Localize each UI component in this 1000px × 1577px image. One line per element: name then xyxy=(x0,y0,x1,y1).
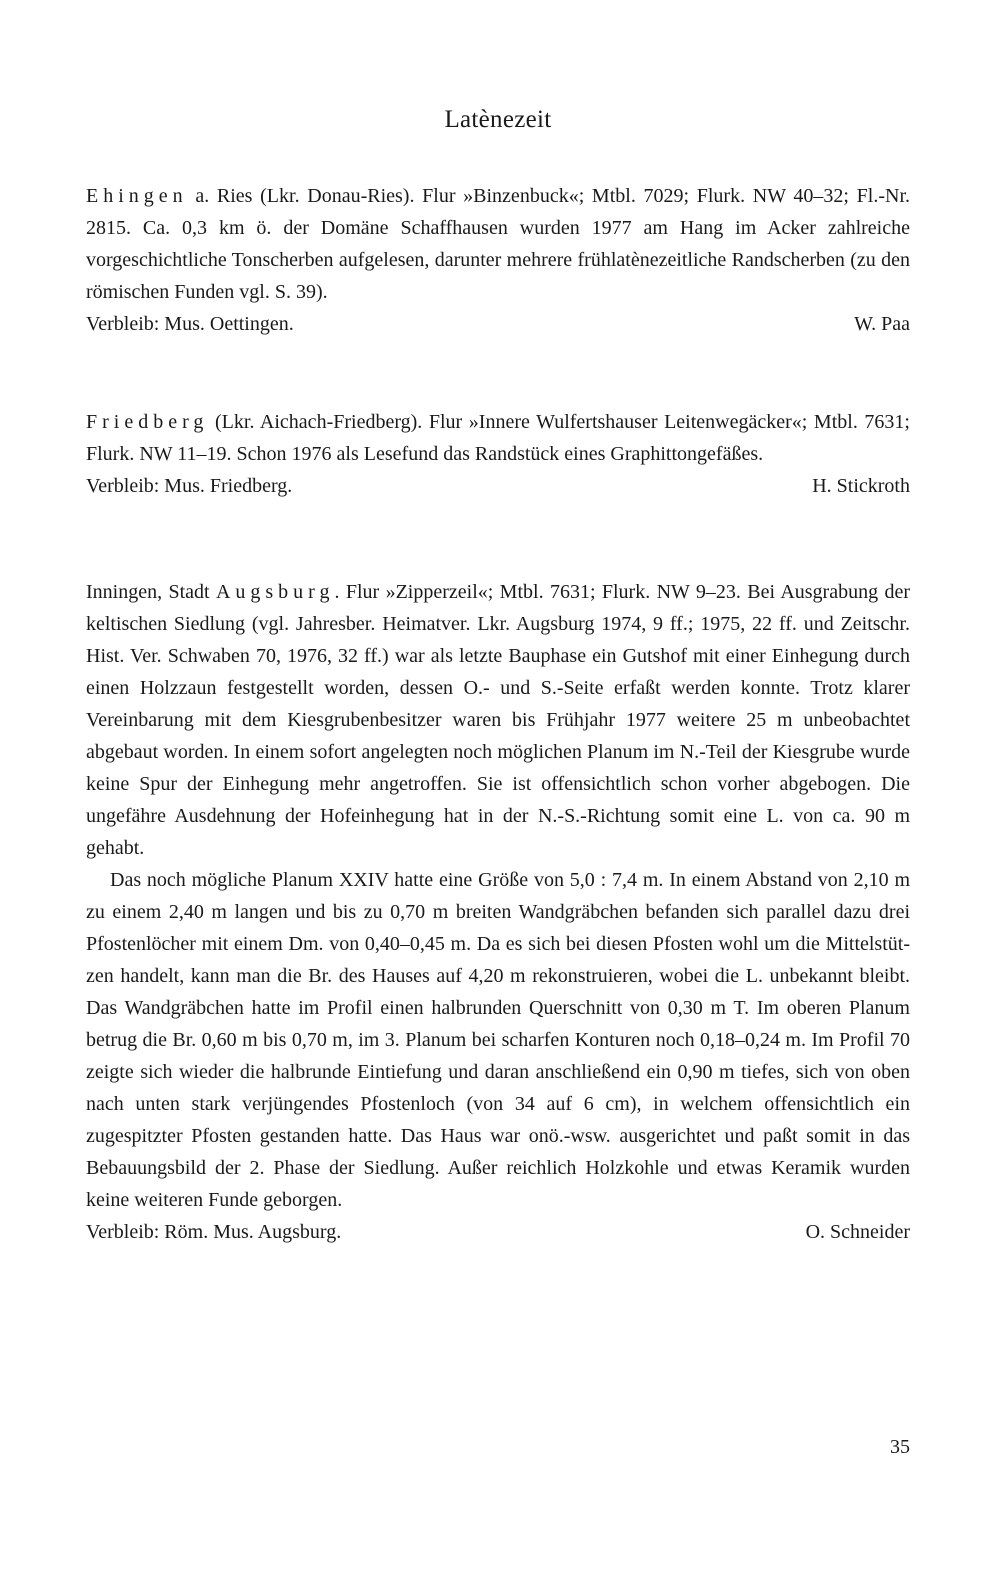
report-author: O. Schneider xyxy=(805,1221,910,1243)
place-name: Friedberg xyxy=(86,411,209,433)
find-report-friedberg xyxy=(86,406,910,502)
place-name: Augsburg xyxy=(215,581,335,603)
report-author: H. Stickroth xyxy=(812,475,910,497)
report-author: W. Paa xyxy=(854,313,910,335)
storage-location: Verbleib: Mus. Oettingen. xyxy=(86,313,294,335)
report-text-continued: Das noch mögliche Planum XXIV hatte eine Größe von 5,0 : 7,4 m. In einem Abstand von 2,10 m zu einem 2,40 m langen und bis zu 0,70 m breiten Wandgräbchen befanden sich parallel dazu drei Pfostenlöcher mit einem Dm. von 0,40–0,45 m. Da es sich bei diesen Pfosten wohl um die Mittelstützen handelt, kann man die Br. des Hauses auf 4,20 m rekonstruieren, wobei die L. unbekannt bleibt. Das Wandgräbchen hatte im Profil einen halbrunden Querschnitt von 0,30 m T. Im oberen Planum betrug die Br. 0,60 m bis 0,70 m, im 3. Planum bei scharfen Konturen noch 0,18–0,24 m. Im Profil 70 zeigte sich wieder die halbrunde Eintiefung und daran anschließend ein 0,90 m tiefes, sich von oben nach unten stark verjüngendes Pfostenloch (von 34 auf 6 cm), in welchem offensichtlich ein zugespitzter Pfosten gestanden hatte. Das Haus war onö.-wsw. ausgerichtet und paßt somit in das Bebauungsbild der 2. Phase der Siedlung. Außer reichlich Holzkohle und etwas Keramik wurden keine weiteren Funde geborgen. xyxy=(86,869,910,1211)
storage-location: Verbleib: Röm. Mus. Augsburg. xyxy=(86,1221,342,1243)
report-body: a. Ries (Lkr. Donau-Ries). Flur »Binzenbuck«; Mtbl. 7029; Flurk. NW 40–32; Fl.-Nr. 2815. Ca. 0,3 km ö. der Domäne Schaffhausen wurden 1977 am Hang im Acker zahlreiche vorgeschichtliche Tonscherben aufgelesen, darunter mehrere frühlatènezeitliche Randscherben (zu den römischen Funden vgl. S. 39). xyxy=(86,185,910,303)
report-text xyxy=(86,576,910,864)
report-footer xyxy=(86,308,910,340)
find-report-ehingen xyxy=(86,180,910,340)
section-heading: Latènezeit xyxy=(444,106,552,133)
report-text xyxy=(86,406,910,470)
storage-location: Verbleib: Mus. Friedberg. xyxy=(86,475,293,497)
find-report-augsburg xyxy=(86,576,910,1248)
page-number: 35 xyxy=(890,1436,910,1458)
report-text xyxy=(86,180,910,308)
document-page xyxy=(86,0,910,1577)
report-footer xyxy=(86,470,910,502)
report-body: (Lkr. Aichach-Friedberg). Flur »Innere Wulfertshauser Leitenwegäcker«; Mtbl. 7631; Flurk. NW 11–19. Schon 1976 als Lesefund das Randstück eines Graphittongefäßes. xyxy=(86,411,910,465)
report-footer xyxy=(86,1216,910,1248)
report-body: . Flur »Zipperzeil«; Mtbl. 7631; Flurk. NW 9–23. Bei Ausgrabung der keltischen Siedlung (vgl. Jahresber. Heimatver. Lkr. Augsburg 1974, 9 ff.; 1975, 22 ff. und Zeitschr. Hist. Ver. Schwaben 70, 1976, 32 ff.) war als letzte Bauphase ein Gutshof mit einer Einhegung durch einen Holzzaun festgestellt worden, dessen O.- und S.-Seite erfaßt werden konnte. Trotz klarer Vereinbarung mit dem Kiesgrubenbesitzer waren bis Frühjahr 1977 weitere 25 m unbeobachtet abgebaut worden. In einem sofort angelegten noch möglichen Planum im N.-Teil der Kiesgrube wurde keine Spur der Einhegung mehr angetroffen. Sie ist offensichtlich schon vorher abgebogen. Die ungefähre Ausdehnung der Hofeinhegung hat in der N.-S.-Richtung somit eine L. von ca. 90 m gehabt. xyxy=(86,581,910,859)
place-name: Ehingen xyxy=(86,185,188,207)
place-prefix: Inningen, Stadt xyxy=(86,581,216,603)
